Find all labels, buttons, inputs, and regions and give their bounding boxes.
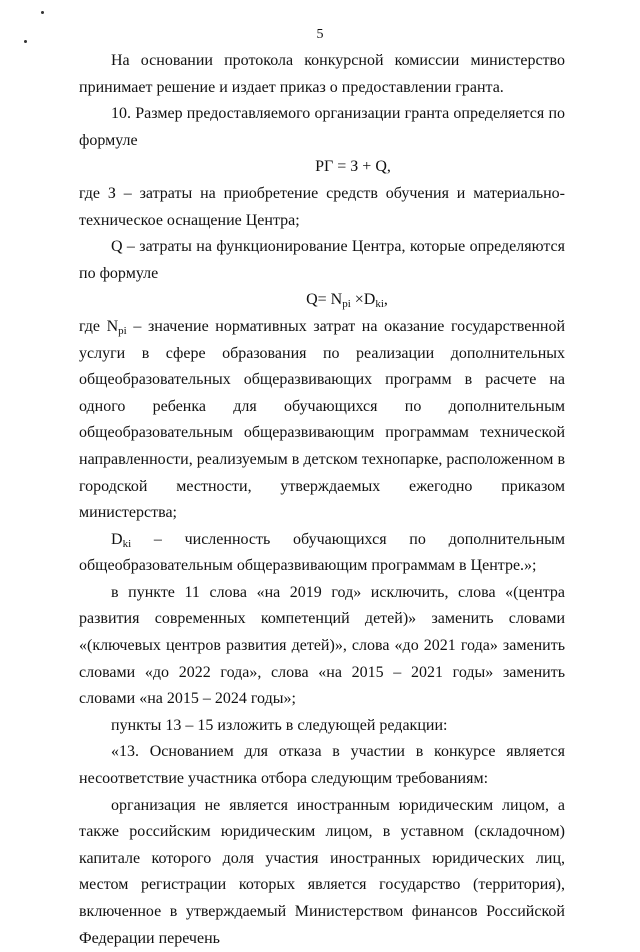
npi-sub: pi — [118, 324, 127, 337]
paragraph-points-13-15: пункты 13 – 15 изложить в следующей редакции: — [111, 716, 448, 734]
page-number: 5 — [316, 27, 324, 42]
paragraph-point-11: в пункте 11 слова «на 2019 год» исключить, слова «(центра развития современных компетенций детей)» заменить словами «(ключевых центров развития детей)», слова «до 2021 года» заменить словами «до 2022 года», слова «на 2015 – 2021 годы» заменить словами «на 2015 – 2024 годы»; — [79, 583, 565, 708]
formula-q-tail: , — [383, 291, 388, 309]
npi-lead: где N — [79, 317, 119, 335]
dki-lead: D — [111, 530, 123, 548]
npi-text: – значение нормативных затрат на оказание государственной услуги в сфере образования по реализации дополнительных общеобразовательных общеразвивающих программ в расчете на одного ребенка для обучающихся по дополнительным общеобразовательным общеразвивающим программам технической направленности, реализуемым в детском технопарке, расположенном в городской местности, утверждаемых ежегодно приказом министерства; — [79, 317, 566, 522]
paragraph-grant-size: 10. Размер предоставляемого организации гранта определяется по формуле — [79, 105, 565, 149]
paragraph-costs-q: Q – затраты на функционирование Центра, которые определяются по формуле — [79, 238, 565, 282]
paragraph-npi-definition — [79, 314, 565, 527]
paragraph-requirement: организация не является иностранным юридическим лицом, а также российским юридическим лицом, в уставном (складочном) капитале которого доля участия иностранных юридических лиц, местом регистрации которых является государство (территория), включенное в утверждаемый Министерством финансов Российской Федерации перечень — [79, 796, 565, 947]
scan-speck — [41, 11, 44, 14]
paragraph-point-13: «13. Основанием для отказа в участии в конкурсе является несоответствие участника отбора следующим требованиям: — [79, 743, 565, 788]
dki-text: – численность обучающихся по дополнительным общеобразовательным общеразвивающим программам в Центре.»; — [79, 530, 565, 575]
dki-sub: ki — [122, 537, 132, 550]
paragraph-protocol: На основании протокола конкурсной комиссии министерство принимает решение и издает приказ о предоставлении гранта. — [79, 52, 565, 96]
formula-q-sub-pi: pi — [342, 298, 351, 311]
document-body — [79, 48, 565, 952]
formula-q — [79, 287, 565, 314]
formula-grant: РГ = З + Q, — [315, 158, 391, 176]
formula-q-lhs: Q= N — [306, 291, 343, 309]
formula-q-sub-ki: ki — [375, 298, 384, 311]
formula-q-operator: ×D — [350, 291, 376, 309]
paragraph-costs-z: где З – затраты на приобретение средств обучения и материально-техническое оснащение Центра; — [79, 184, 565, 229]
paragraph-dki-definition — [79, 527, 565, 580]
